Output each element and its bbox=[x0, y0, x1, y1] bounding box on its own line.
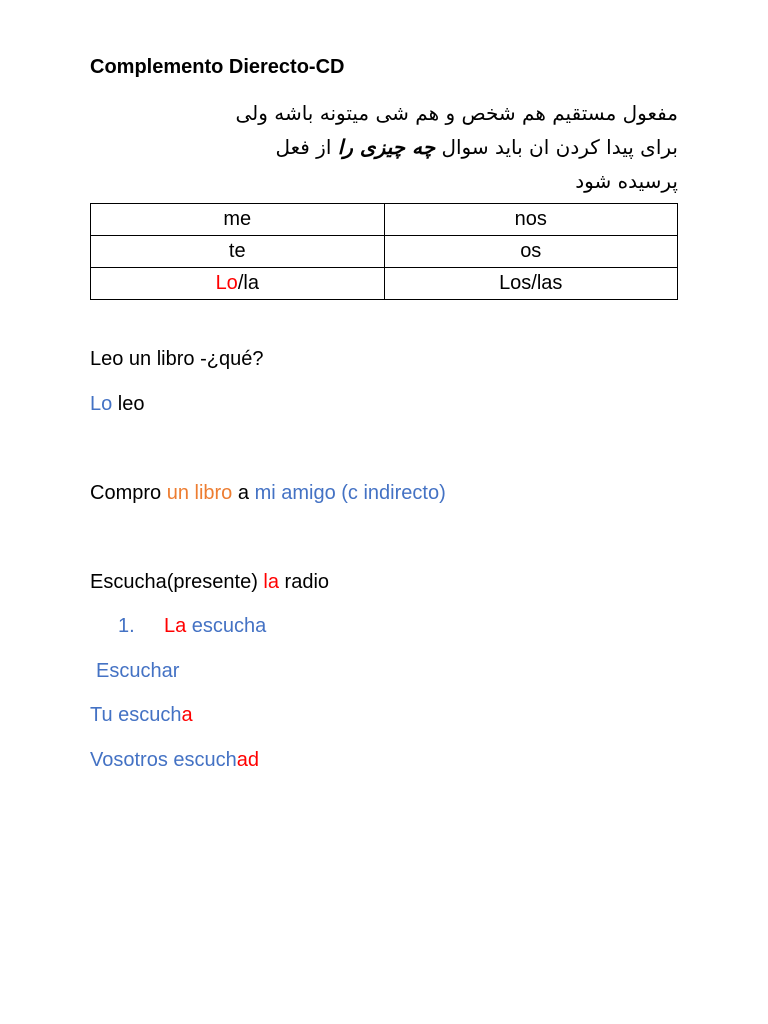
list-verb: escucha bbox=[186, 615, 267, 637]
pronoun-lo-red: Lo bbox=[215, 272, 238, 294]
list-item bbox=[118, 615, 266, 638]
persian-line-1: مفعول مستقیم هم شخص و هم شی میتونه باشه ولی bbox=[235, 101, 678, 125]
answer-pronoun: Lo bbox=[90, 393, 113, 415]
persian-line-2 bbox=[90, 130, 678, 164]
verb-tu bbox=[90, 704, 193, 727]
persian-line-2-start: برای پیدا کردن ان باید سوال bbox=[441, 135, 678, 159]
pronoun-la: /la bbox=[237, 272, 259, 294]
article-la: la bbox=[263, 571, 279, 593]
tu-ending: a bbox=[181, 704, 193, 726]
table-cell: te bbox=[91, 236, 385, 268]
sentence-2-middle: a bbox=[232, 482, 255, 504]
persian-explanation bbox=[90, 96, 678, 198]
indirect-object: mi amigo (c indirecto) bbox=[254, 482, 446, 504]
sentence-3-start: Escucha(presente) bbox=[90, 571, 264, 593]
document-title: Complemento Dierecto-CD bbox=[90, 56, 345, 78]
persian-emphasis: چه چیزی را bbox=[337, 135, 436, 159]
list-pronoun: La bbox=[164, 615, 187, 637]
table-cell: me bbox=[91, 204, 385, 236]
table-row bbox=[91, 268, 678, 300]
list-number: 1. bbox=[118, 615, 135, 637]
example-sentence-3 bbox=[90, 571, 329, 594]
sentence-3-end: radio bbox=[279, 571, 330, 593]
table-cell bbox=[91, 268, 385, 300]
table-cell: Los/las bbox=[384, 268, 678, 300]
example-answer-1 bbox=[90, 393, 145, 416]
table-row bbox=[91, 204, 678, 236]
persian-line-2-end: از فعل bbox=[275, 135, 332, 159]
verb-vosotros bbox=[90, 749, 259, 772]
pronoun-table bbox=[90, 203, 678, 300]
table-row bbox=[91, 236, 678, 268]
vosotros-stem: Vosotros escuch bbox=[90, 749, 237, 771]
answer-verb: leo bbox=[112, 393, 145, 415]
persian-line-3: پرسیده شود bbox=[575, 169, 678, 193]
verb-infinitive: Escuchar bbox=[96, 660, 180, 682]
tu-stem: Tu escuch bbox=[90, 704, 182, 726]
table-cell: os bbox=[384, 236, 678, 268]
example-sentence-1: Leo un libro -¿qué? bbox=[90, 348, 264, 370]
direct-object: un libro bbox=[166, 482, 233, 504]
table-cell: nos bbox=[384, 204, 678, 236]
example-sentence-2 bbox=[90, 482, 446, 505]
sentence-2-start: Compro bbox=[90, 482, 167, 504]
vosotros-ending: ad bbox=[236, 749, 259, 771]
